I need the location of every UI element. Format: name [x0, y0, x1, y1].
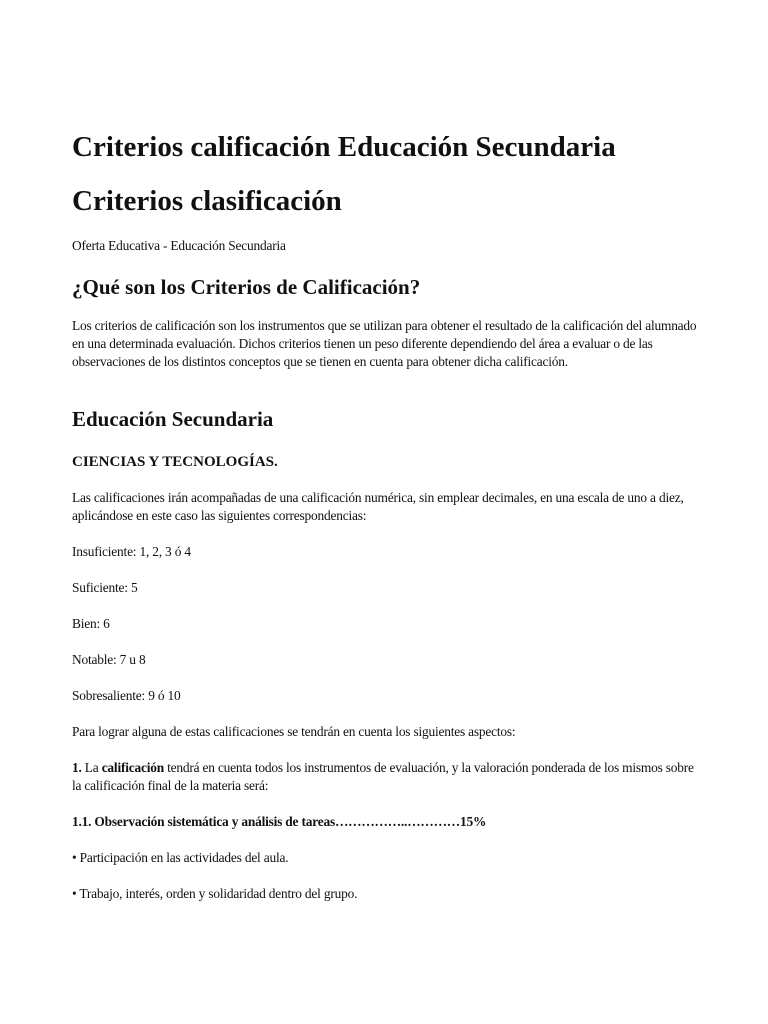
grade-item-suficiente: Suficiente: 5: [72, 580, 138, 595]
point-1-number: 1.: [72, 760, 82, 775]
grade-item-bien: Bien: 6: [72, 616, 110, 631]
page-title: Criterios calificación Educación Secundaria: [72, 131, 616, 163]
page-subtitle: Criterios clasificación: [72, 185, 342, 217]
point-1-bold-word: calificación: [101, 760, 164, 775]
subsection-heading: CIENCIAS Y TECNOLOGÍAS.: [72, 454, 278, 470]
grade-item-notable: Notable: 7 u 8: [72, 652, 146, 667]
bullet-item: • Participación en las actividades del aula.: [72, 850, 289, 865]
point-1-1-heading: 1.1. Observación sistemática y análisis de tareas……………..…………15%: [72, 814, 487, 829]
point-1-post: tendrá en cuenta todos los instrumentos de evaluación, y la valoración ponderada de los mismos sobre la calificación final de la materia será:: [72, 760, 694, 793]
grade-item-sobresaliente: Sobresaliente: 9 ó 10: [72, 688, 181, 703]
section-heading: Educación Secundaria: [72, 407, 274, 431]
question-heading: ¿Qué son los Criterios de Calificación?: [72, 275, 421, 299]
point-1-pre: La: [81, 760, 102, 775]
grade-item-insuficiente: Insuficiente: 1, 2, 3 ó 4: [72, 544, 191, 559]
breadcrumb: Oferta Educativa - Educación Secundaria: [72, 238, 286, 253]
aspects-intro: Para lograr alguna de estas calificaciones se tendrán en cuenta los siguientes aspectos:: [72, 724, 516, 739]
point-1-paragraph: [72, 759, 702, 795]
intro-paragraph: Los criterios de calificación son los instrumentos que se utilizan para obtener el resultado de la calificación del alumnado en una determinada evaluación. Dichos criterios tienen un peso diferente dependiendo del área a evaluar o de las observaciones de los distintos conceptos que se tienen en cuenta para obtener dicha calificación.: [72, 318, 697, 369]
grading-intro: Las calificaciones irán acompañadas de una calificación numérica, sin emplear decimales, en una escala de uno a diez, aplicándose en este caso las siguientes correspondencias:: [72, 490, 684, 523]
bullet-item: • Trabajo, interés, orden y solidaridad dentro del grupo.: [72, 886, 358, 901]
